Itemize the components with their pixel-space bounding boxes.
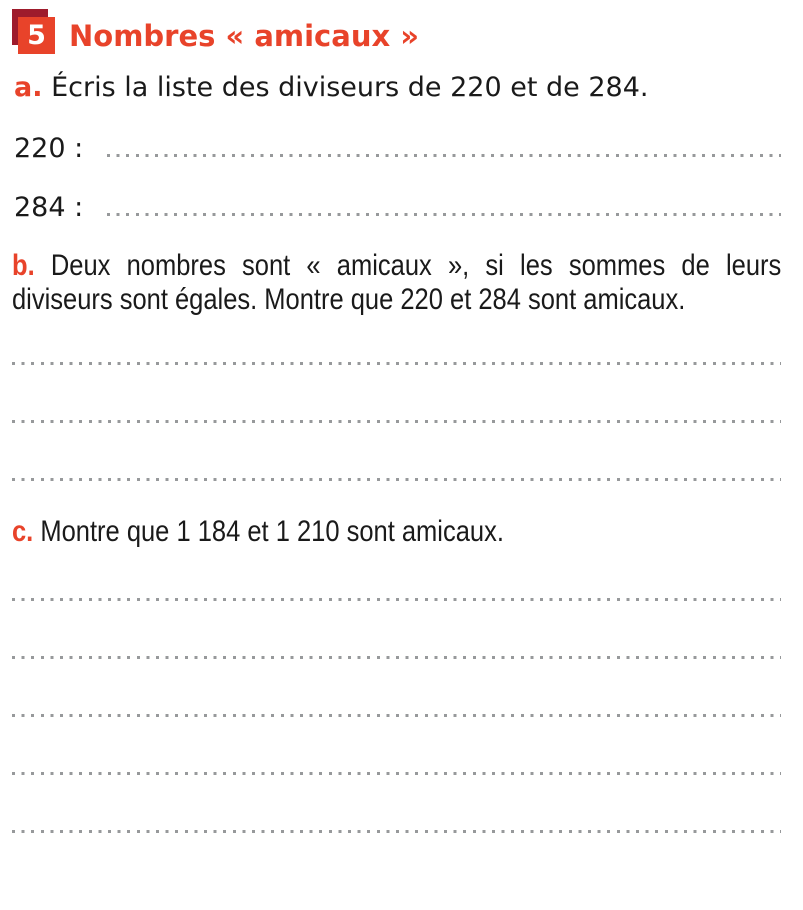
part-b-label: b. bbox=[12, 249, 35, 282]
part-c-label: c. bbox=[12, 515, 34, 548]
dotted-fill-line bbox=[107, 213, 781, 216]
part-a-text: Écris la liste des diviseurs de 220 et de 284. bbox=[51, 72, 649, 103]
part-c-text: Montre que 1 184 et 1 210 sont amicaux. bbox=[40, 515, 504, 548]
answer-prefix-220: 220 : bbox=[14, 133, 84, 164]
part-a-paragraph bbox=[14, 73, 781, 103]
dotted-answer-line bbox=[12, 830, 781, 833]
part-b-paragraph bbox=[12, 249, 781, 317]
dotted-answer-line bbox=[12, 478, 781, 481]
part-b-wrapper bbox=[12, 249, 781, 317]
exercise-title: Nombres « amicaux » bbox=[69, 18, 419, 53]
dotted-answer-line bbox=[12, 656, 781, 659]
part-a-label: a. bbox=[14, 72, 43, 103]
answer-row-284 bbox=[14, 193, 781, 223]
dotted-answer-line bbox=[12, 362, 781, 365]
dotted-answer-line bbox=[12, 772, 781, 775]
badge-number: 5 bbox=[18, 17, 55, 54]
answer-lines-after-c bbox=[12, 598, 781, 833]
dotted-answer-line bbox=[12, 598, 781, 601]
dotted-fill-line bbox=[107, 154, 781, 157]
dotted-answer-line bbox=[12, 420, 781, 423]
answer-prefix-284: 284 : bbox=[14, 192, 84, 223]
answer-lines-after-b bbox=[12, 362, 781, 481]
answer-row-220 bbox=[14, 134, 781, 164]
dotted-answer-line bbox=[12, 714, 781, 717]
part-c-paragraph bbox=[12, 515, 781, 549]
exercise-number-badge bbox=[18, 17, 55, 54]
part-b-text: Deux nombres sont « amicaux », si les sommes de leurs diviseurs sont égales. Montre que 220 et 284 sont amicaux. bbox=[12, 249, 782, 316]
exercise-header bbox=[18, 17, 781, 54]
part-c-wrapper bbox=[12, 515, 781, 549]
